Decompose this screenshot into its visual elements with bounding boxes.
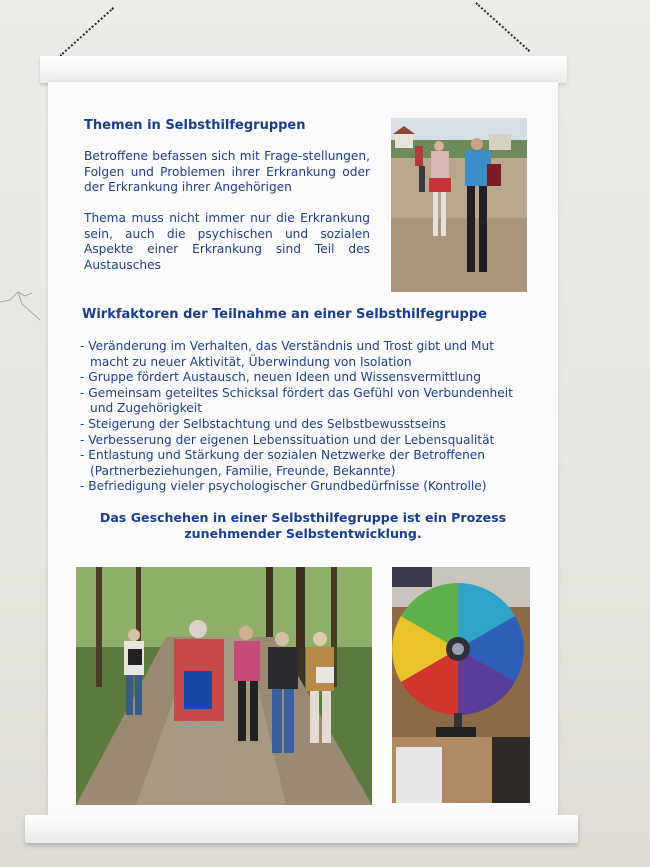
photo-people-outdoor-exercise [391,118,527,292]
themen-paragraph-1: Betroffene befassen sich mit Frage-stellungen, Folgen und Problemen ihrer Erkrankung oder der Erkrankung ihrer Angehörigen [84,149,370,194]
photo-emotion-color-wheel [392,567,530,803]
hanging-chain-right [475,2,530,52]
list-item: - Steigerung der Selbstachtung und des Selbstbewusstseins [80,416,447,431]
themen-paragraph-2: Thema muss nicht immer nur die Erkrankung sein, auch die psychischen und sozialen Aspekte einer Erkrankung sind Teil des Austausches [84,211,370,272]
photo-group-forest-walk [76,567,372,805]
conclusion-statement [88,510,518,542]
list-item: - Entlastung und Stärkung der sozialen Netzwerke der Betroffenen (Partnerbeziehungen, Familie, Freunde, Bekannte) [80,448,486,478]
poster-top-rail [40,56,567,83]
hanging-chain-left [59,7,114,57]
list-item: - Gemeinsam geteiltes Schicksal fördert das Gefühl von Verbundenheit und Zugehörigkeit [80,385,513,416]
poster-sheet [48,82,558,816]
wall-crack [0,290,45,330]
list-item: - Gruppe fördert Austausch, neuen Ideen und Wissensvermittlung [80,370,482,385]
list-item: - Verbesserung der eigenen Lebenssituation und der Lebensqualität [80,432,495,447]
conclusion-line-1: Das Geschehen in einer Selbsthilfegruppe ist ein Prozess [99,510,507,525]
section-title-wirkfaktoren: Wirkfaktoren der Teilnahme an einer Selbsthilfegruppe [82,307,487,322]
list-item: - Befriedigung vieler psychologischer Grundbedürfnisse (Kontrolle) [80,479,487,494]
poster-bottom-rail [25,815,578,843]
conclusion-line-2: zunehmender Selbstentwicklung. [184,526,422,541]
wirkfaktoren-list [80,339,530,495]
list-item: - Veränderung im Verhalten, das Verständnis und Trost gibt und Mut macht zu neuer Aktivität, Überwindung von Isolation [80,339,495,369]
section-title-themen: Themen in Selbsthilfegruppen [84,118,306,133]
